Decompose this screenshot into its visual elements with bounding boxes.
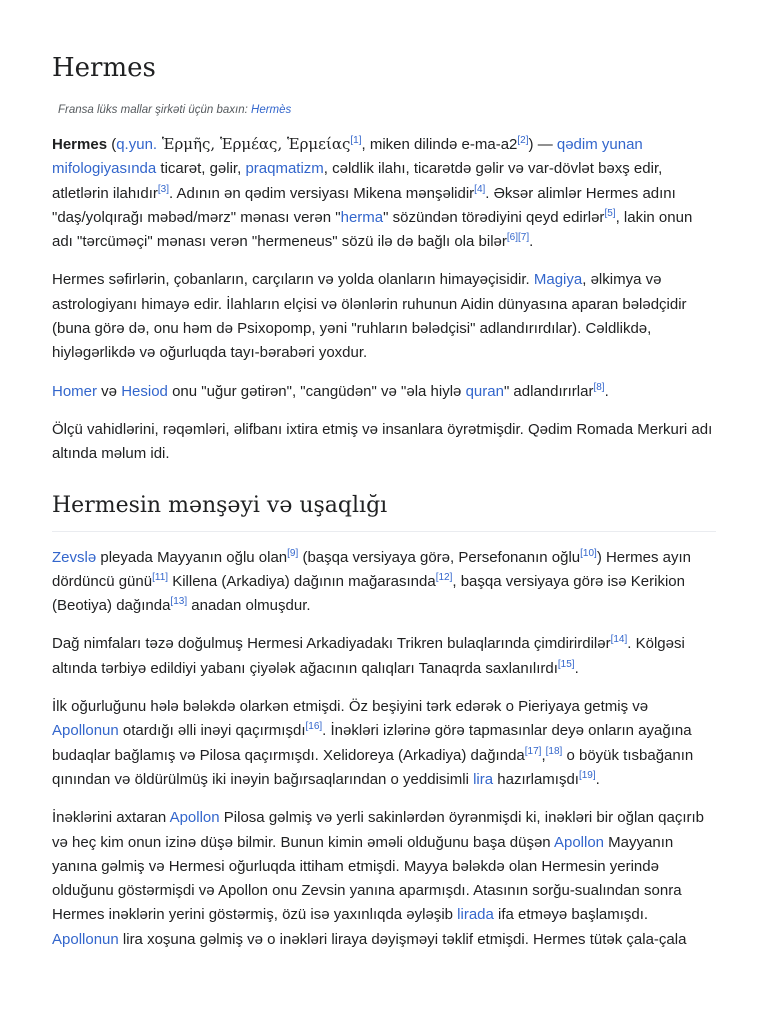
text: " adlandırırlar (503, 382, 594, 400)
link-herma[interactable]: herma (340, 208, 384, 226)
text: anadan olmuşdur. (187, 597, 311, 615)
text: İnəklərini axtaran (52, 809, 170, 827)
text: Ölçü vahidlərini, rəqəmləri, əlifbanı ixtira etmiş və insanlara öyrətmişdir. Qədim Romada Merkuri adı altında məlum idi. (52, 420, 713, 463)
text: . (574, 659, 579, 677)
ref-10[interactable]: [10] (580, 547, 597, 559)
ref-17[interactable]: [17] (524, 745, 542, 757)
ref-5[interactable]: [5] (604, 207, 616, 219)
text: , başqa versiyaya görə isə Kerikion (Beotiya) dağında (52, 572, 685, 615)
paragraph-inventions (52, 418, 714, 467)
text: , əlkimya və astrologiyanı himayə edir. İlahların elçisi və ölənlərin ruhunun Aidin dünyasına aparan bələdçidir (buna görə də, onu həm də Psixopomp, yəni "ruhların bələdçisi" adlandırırdılar). Cəldlikdə, hiyləgərlikdə və oğurluqda tayı-bərabəri yoxdur. (52, 271, 687, 362)
intro-paragraph (52, 132, 714, 254)
text: . İnəkləri izlərinə görə tapmasınlar deyə onların ayağına budaqlar bağlamış və Pilosa qaçırmışdı. Xelidoreya (Arkadiya) dağında (52, 722, 692, 764)
text: . Adının ən qədim versiyası Mikena mənşəlidir (169, 184, 475, 202)
text: və (97, 382, 122, 400)
text: İlk oğurluğunu hələ bələkdə olarkən etmişdi. Öz beşiyini tərk edərək o Pieriyaya getmiş və (52, 698, 649, 716)
link-apollon[interactable]: Apollon (169, 809, 220, 827)
ref-16[interactable]: [16] (305, 721, 323, 733)
ref-3[interactable]: [3] (157, 183, 170, 195)
ref-18[interactable]: [18] (545, 745, 563, 757)
hatnote-link[interactable]: Hermès (251, 104, 292, 116)
text: , cəldlik ilahı, ticarətdə gəlir və var-dövlət bəxş edir, atletlərin ilahıdır (52, 160, 663, 202)
link-zevsle[interactable]: Zevslə (52, 548, 97, 566)
text: hazırlamışdı (493, 770, 579, 788)
ref-11[interactable]: [11] (152, 571, 169, 583)
text: Killena (Arkadiya) dağının mağarasında (168, 572, 436, 590)
text: . Əksər alimlər Hermes adını "daş/yolqırağı məbəd/mərz" mənası verən " (52, 184, 676, 226)
text: , (541, 746, 546, 764)
text: otardığı əlli inəyi qaçırmışdı (118, 722, 306, 740)
link-praqmatizm[interactable]: praqmatizm (245, 160, 324, 178)
link-lirada[interactable]: lirada (457, 906, 494, 924)
section-paragraph-apollon (52, 806, 714, 952)
text: o böyük tısbağanın qınından və öldürülmüş iki inəyin bağırsaqlarından o yeddisimli (52, 746, 694, 788)
link-magiya[interactable]: Magiya (533, 271, 583, 289)
section-heading: Hermesin mənşəyi və uşaqlığı (52, 491, 716, 532)
paragraph-homer (52, 380, 714, 404)
text: . (529, 233, 534, 251)
link-qedim-yunan-mifologiyasi[interactable]: qədim yunan mifologiyasında (52, 136, 643, 178)
text: " sözündən törədiyini qeyd edirlər (383, 208, 605, 226)
text: . (604, 382, 609, 400)
text: , miken dilində e-ma-a2 (361, 136, 518, 153)
ref-9[interactable]: [9] (287, 547, 299, 559)
ref-1[interactable]: [1] (350, 135, 362, 146)
link-quran[interactable]: quran (465, 382, 504, 400)
ref-4[interactable]: [4] (474, 183, 486, 195)
paragraph-patronage (52, 268, 714, 365)
ref-6[interactable]: [6] (506, 232, 518, 244)
page-title: Hermes (52, 53, 156, 83)
link-hesiod[interactable]: Hesiod (121, 382, 168, 400)
bold-term: Hermes (52, 136, 108, 153)
section-paragraph-theft (52, 695, 714, 792)
text: lira xoşuna gəlmiş və o inəkləri liraya dəyişməyi təklif etmişdi. Hermes tütək çala-çala (118, 930, 687, 948)
text: ( (107, 136, 117, 153)
text: Pilosa gəlmiş və yerli sakinlərdən öyrənmişdi ki, inəkləri bir oğlan qaçırıb və heç kim onun izinə düşə bilmir. Bunun kimin əməli olduğunu başa düşən (52, 809, 704, 851)
link-apollon-2[interactable]: Apollon (553, 833, 605, 851)
text: ) Hermes ayın dördüncü günü (52, 548, 692, 590)
ref-2[interactable]: [2] (517, 135, 529, 146)
ref-19[interactable]: [19] (578, 769, 596, 781)
link-apollonun-2[interactable]: Apollonun (52, 930, 119, 948)
text: ifa etməyə başlamışdı. (493, 906, 649, 924)
ref-8[interactable]: [8] (593, 381, 605, 393)
section-paragraph-birth (52, 546, 714, 619)
text: , lakin onun adı "tərcüməçi" mənası verən "hermeneus" sözü ilə də bağlı ola bilər (52, 208, 693, 251)
text: Dağ nimfaları təzə doğulmuş Hermesi Arkadiyadakı Trikren bulaqlarında çimdirirdilər (52, 635, 611, 653)
text: pleyada Mayyanın oğlu olan (96, 548, 288, 566)
link-q-yun[interactable]: q.yun. (116, 136, 158, 153)
text: Hermes səfirlərin, çobanların, carçıların və yolda olanların himayəçisidir. (52, 271, 534, 289)
link-apollonun[interactable]: Apollonun (52, 722, 119, 740)
text: ticarət, gəlir, (156, 160, 246, 178)
text: Mayyanın yanına gəlmiş və Hermesi oğurluqda ittiham etmişdi. Mayya bələkdə olan Hermesin yerində olduğunu göstərmişdi və Apollon onu Zevsin yanına aparmışdı. Atasının sorğu-sualından sonra Hermes inəklərin yerini göstərmiş, özü isə yaxınlıqda əyləşib (52, 833, 682, 924)
text: onu "uğur gətirən", "cangüdən" və "əla hiylə (167, 382, 466, 400)
ref-7[interactable]: [7] (518, 232, 530, 244)
hatnote-text: Fransa lüks mallar şirkəti üçün baxın: (58, 104, 252, 116)
greek-text: Ἑρμῆς, Ἑρμέας, Ἑρμείας (157, 135, 351, 153)
ref-12[interactable]: [12] (435, 571, 453, 583)
hatnote (58, 102, 716, 118)
section-paragraph-nymphs (52, 632, 714, 681)
text: (başqa versiyaya görə, Persefonanın oğlu (298, 548, 581, 566)
text: ) — (528, 136, 557, 153)
link-homer[interactable]: Homer (52, 382, 98, 400)
text: . (595, 770, 600, 788)
text: . Kölgəsi altında tərbiyə edildiyi yabanı çiyələk ağacının qalıqları Tanaqrda saxlanılırdı (52, 635, 685, 677)
ref-13[interactable]: [13] (170, 596, 188, 608)
ref-15[interactable]: [15] (557, 658, 575, 670)
ref-14[interactable]: [14] (610, 634, 628, 646)
link-lira[interactable]: lira (473, 770, 494, 788)
